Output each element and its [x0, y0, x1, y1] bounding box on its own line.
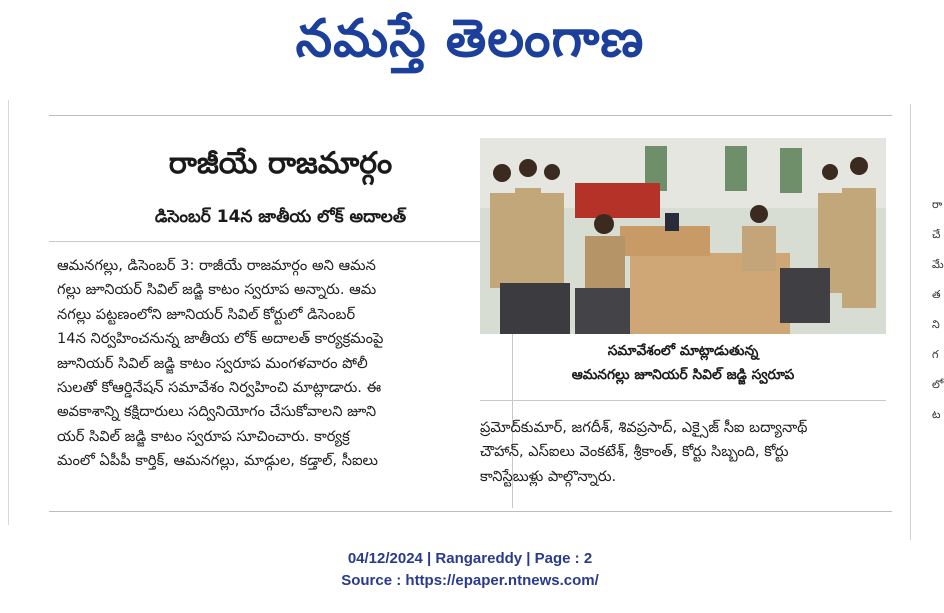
adjacent-column-fragment: రా చే మే త ని గ లో ట	[932, 198, 944, 421]
footer	[0, 548, 940, 592]
body-line: జూనియర్ సివిల్ జడ్జి కాటం స్వరూప మంగళవారం పోలీ	[57, 354, 368, 372]
left-page-edge	[0, 100, 9, 525]
caption-line: ఆమనగల్లు జూనియర్ సివిల్ జడ్జి స్వరూప	[571, 367, 795, 383]
article-body-right	[480, 416, 890, 489]
body-line: ప్రమోద్‌కుమార్, జగదీశ్, శివప్రసాద్, ఎక్సైజ్ సీఐ బద్యానాథ్	[480, 419, 808, 436]
body-line: 14న నిర్వహించనున్న జాతీయ లోక్ అదాలత్ కార్యక్రమంపై	[57, 330, 384, 348]
footer-source: Source : https://epaper.ntnews.com/	[341, 572, 599, 589]
body-line: అవకాశాన్ని కక్షిదారులు సద్వినియోగం చేసుకోవాలని జూని	[57, 403, 377, 421]
photo-caption	[480, 339, 886, 401]
masthead-title: నమస్తే తెలంగాణ	[295, 9, 645, 69]
right-column-divider	[910, 104, 911, 540]
footer-edition-info: 04/12/2024 | Rangareddy | Page : 2	[347, 550, 593, 567]
body-line: మంలో ఏపీపీ కార్తిక్, ఆమనగల్లు, మాడ్గుల, కడ్తాల్, సీఐలు	[57, 452, 378, 470]
body-line: కానిస్టేబుళ్లు పాల్గొన్నారు.	[480, 467, 617, 485]
subhead-rule	[49, 241, 504, 242]
body-line: సులతో కోఆర్డినేషన్ సమావేశం నిర్వహించి మాట్లాడారు. ఈ	[57, 379, 382, 397]
body-line: గల్లు జూనియర్ సివిల్ జడ్జి కాటం స్వరూప అన్నారు. ఆమ	[57, 281, 377, 299]
article-subhead: డిసెంబర్ 14న జాతీయ లోక్ అదాలత్	[154, 207, 407, 227]
article-body-left	[57, 254, 509, 474]
body-line: యర్ సివిల్ జడ్జి కాటం స్వరూప సూచించారు. కార్యక్ర	[57, 427, 350, 445]
body-line: చౌహాన్, ఎస్‌ఐలు వెంకటేశ్, శ్రీకాంత్, కోర్టు సిబ్బంది, కోర్టు	[480, 443, 789, 461]
article-headline: రాజీయే రాజమార్గం	[168, 146, 393, 181]
body-line: ఆమనగల్లు, డిసెంబర్ 3: రాజీయే రాజమార్గం అని ఆమన	[57, 257, 376, 274]
body-line: నగల్లు పట్టణంలోని జూనియర్ సివిల్ కోర్టులో డిసెంబర్	[57, 305, 356, 323]
meeting-photo	[480, 138, 886, 334]
caption-line: సమావేశంలో మాట్లాడుతున్న	[607, 343, 759, 359]
news-article	[49, 115, 892, 512]
